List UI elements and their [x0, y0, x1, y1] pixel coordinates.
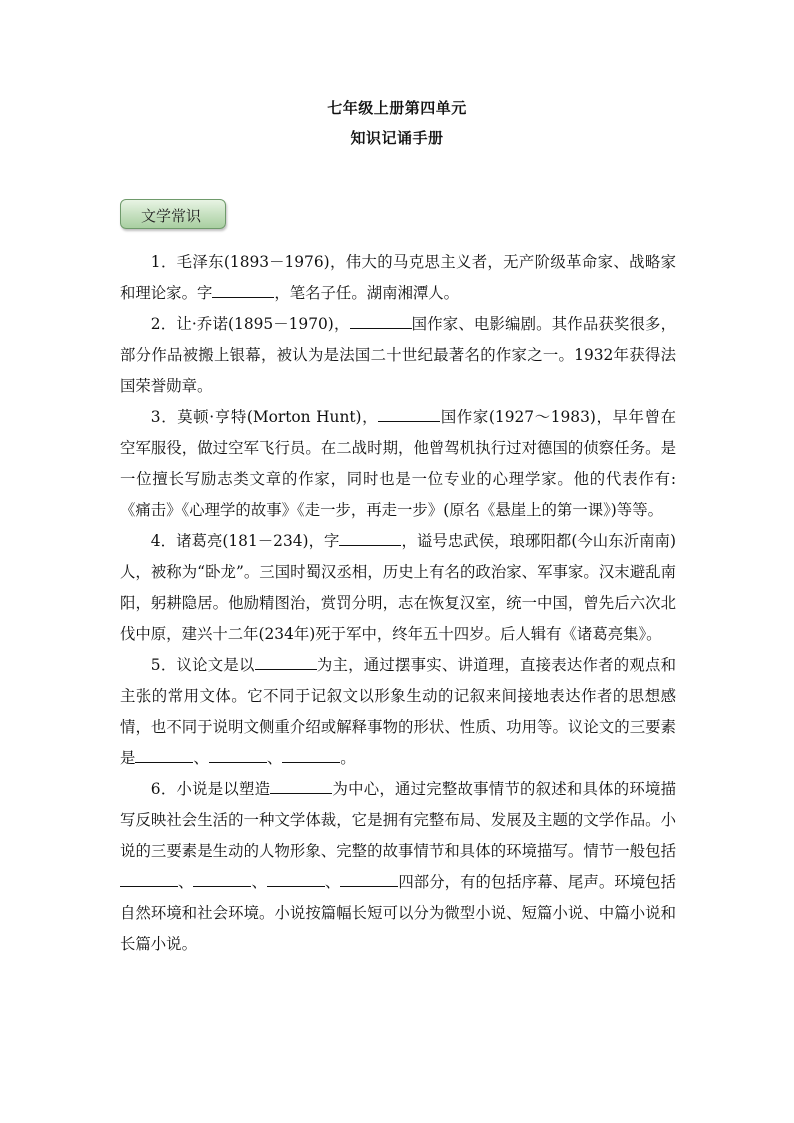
list-item: [120, 774, 676, 960]
fill-blank[interactable]: [339, 528, 401, 546]
separator: 、: [193, 749, 209, 767]
list-item: [120, 650, 676, 774]
item-text: 5．议论文是以: [150, 656, 255, 674]
item-text: 国作家、电影编剧。其作品获奖很多，部分作品被搬上银幕，被认为是法国二十世纪最著名的作家之一。1932年获得法国荣誉勋章。: [120, 315, 676, 395]
fill-blank[interactable]: [270, 776, 332, 794]
list-item: [120, 402, 676, 526]
separator: 、: [324, 873, 341, 891]
fill-blank[interactable]: [135, 745, 193, 763]
fill-blank[interactable]: [350, 311, 412, 329]
item-text: 2．让·乔诺(1895－1970)，: [150, 315, 350, 333]
item-text: ，笔名子任。湖南湘潭人。: [274, 284, 460, 302]
fill-blank[interactable]: [267, 869, 325, 887]
list-item: [120, 309, 676, 402]
fill-blank[interactable]: [212, 280, 274, 298]
fill-blank[interactable]: [193, 869, 251, 887]
item-text: 为中心，通过完整故事情节的叙述和具体的环境描写反映社会生活的一种文学体裁，它是拥有完整布局、发展及主题的文学作品。小说的三要素是生动的人物形象、完整的故事情节和具体的环境描写。情节一般包括: [120, 780, 676, 860]
list-item: [120, 526, 676, 650]
item-text: 4．诸葛亮(181－234)，字: [150, 532, 340, 550]
section-tab-label: 文学常识: [141, 207, 202, 225]
separator: 、: [178, 873, 194, 891]
item-text: 3．莫顿·亨特(Morton Hunt)，: [150, 408, 379, 426]
fill-blank[interactable]: [120, 869, 178, 887]
item-text: 国作家(1927～1983)，早年曾在空军服役，做过空军飞行员。在二战时期，他曾驾机执行过对德国的侦察任务。是一位擅长写励志类文章的作家，同时也是一位专业的心理学家。他的代表作有:《痛击》《心理学的故事》《走一步，再走一步》(原名《悬崖上的第一课》)等等。: [120, 408, 676, 519]
fill-blank[interactable]: [255, 652, 317, 670]
fill-blank[interactable]: [378, 404, 440, 422]
document-title: 七年级上册第四单元: [327, 99, 467, 117]
fill-blank[interactable]: [282, 745, 340, 763]
separator: 、: [251, 873, 267, 891]
fill-blank[interactable]: [340, 869, 398, 887]
item-text: ，谥号忠武侯，琅琊阳都(今山东沂南南)人，被称为“卧龙”。三国时蜀汉丞相，历史上有名的政治家、军事家。汉末避乱南阳，躬耕隐居。他励精图治，赏罚分明，志在恢复汉室，统一中国，曾先后六次北伐中原，建兴十二年(234年)死于军中，终年五十四岁。后人辑有《诸葛亮集》。: [120, 532, 676, 643]
item-text: 四部分，有的包括序幕、尾声。环境包括自然环境和社会环境。小说按篇幅长短可以分为微型小说、短篇小说、中篇小说和长篇小说。: [120, 873, 676, 953]
item-text: 为主，通过摆事实、讲道理，直接表达作者的观点和主张的常用文体。它不同于记叙文以形象生动的记叙来间接地表达作者的思想感情，也不同于说明文侧重介绍或解释事物的形状、性质、功用等。议论文的三要素是: [120, 656, 676, 767]
fill-blank[interactable]: [209, 745, 267, 763]
item-text: 6．小说是以塑造: [150, 780, 271, 798]
section-tab-literature: [120, 199, 226, 229]
document-subtitle: 知识记诵手册: [350, 129, 444, 147]
content-body: [120, 247, 676, 960]
item-text: 1．毛泽东(1893－1976)，伟大的马克思主义者，无产阶级革命家、战略家和理论家。字: [120, 253, 676, 302]
list-item: [120, 247, 676, 309]
item-text: 。: [340, 749, 356, 767]
separator: 、: [266, 749, 283, 767]
